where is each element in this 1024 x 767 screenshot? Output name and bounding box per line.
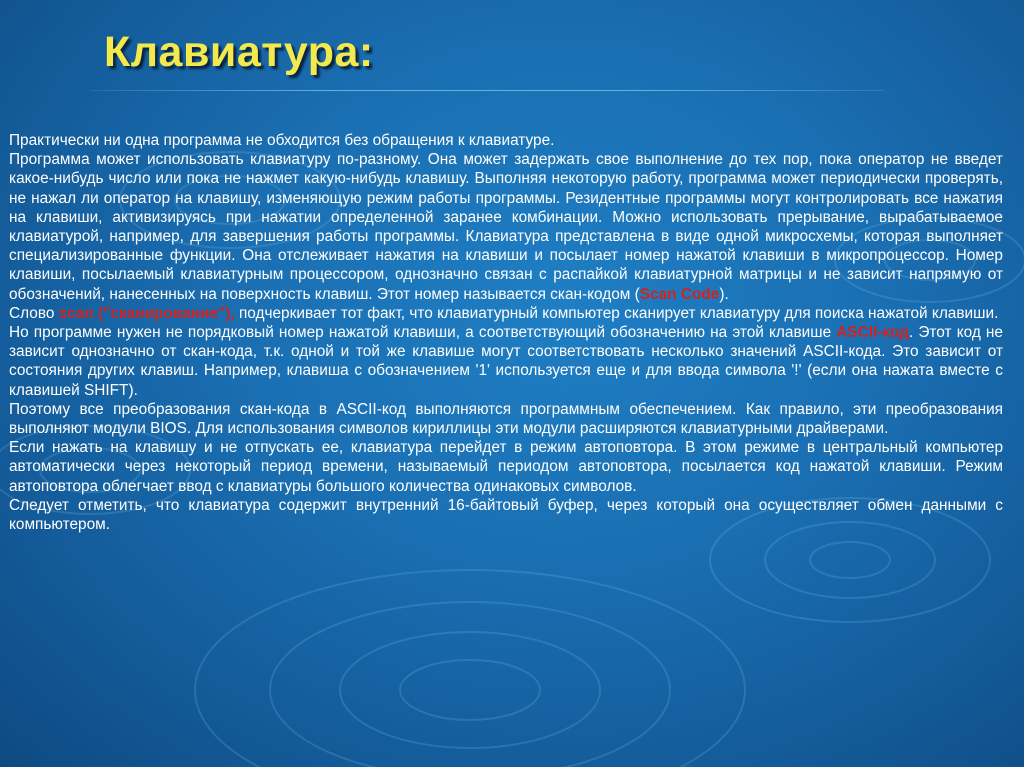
paragraph-ascii-code-rest: . Этот код не зависит однозначно от скан-кода, т.к. одной и той же клавише могут соответствовать несколько значений ASCII-кода. Это зависит от состояния других клавиш. Например, клавиша с обозначением '1' используется еще и для ввода символа '!' (если она нажата вместе с клавишей SHIFT). — [9, 324, 1003, 399]
paragraph-buffer — [9, 496, 1003, 534]
slide-body — [9, 131, 1003, 534]
paragraph-program-usage-end: ). — [719, 285, 729, 303]
paragraph-ascii-code — [9, 323, 1003, 400]
paragraph-bios-conversion-text: Поэтому все преобразования скан-кода в ASCII-код выполняются программным обеспечением. Как правило, эти преобразования выполняют модули BIOS. Для использования символов кириллицы эти модули расширяются клавиатурными драйверами. — [9, 400, 1003, 438]
paragraph-bios-conversion — [9, 400, 1003, 438]
title-divider — [90, 90, 884, 91]
paragraph-program-usage-text: Программа может использовать клавиатуру по-разному. Она может задержать свое выполнение до тех пор, пока оператор не введет какое-нибудь число или пока не нажмет какую-нибудь клавишу. Выполняя некоторую работу, программа может периодически проверять, не нажал ли оператор на клавишу, изменяющую режим работы программы. Резидентные программы могут контролировать все нажатия на клавиши, активизируясь при нажатии определенной заранее комбинации. Можно использовать прерывание, вырабатываемое клавиатурой, например, для завершения работы программы. Клавиатура представлена в виде одной микросхемы, которая выполняет специализированные функции. Она отслеживает нажатия на клавиши и посылает номер нажатой клавиши в микропроцессор. Номер клавиши, посылаемый клавиатурным процессором, однозначно связан с распайкой клавиатурной матрицы и не зависит напрямую от обозначений, нанесенных на поверхность клавиш. Этот номер называется скан-кодом ( — [9, 151, 1003, 303]
slide-title: Клавиатура: — [104, 28, 374, 76]
ascii-code-term: ASCII-код — [836, 324, 909, 342]
paragraph-autorepeat — [9, 438, 1003, 496]
scan-code-term: Scan Code — [639, 285, 720, 303]
paragraph-scan-word-start: Слово — [9, 304, 59, 322]
paragraph-buffer-text: Следует отметить, что клавиатура содержит внутренний 16-байтовый буфер, через который она осуществляет обмен данными с компьютером. — [9, 496, 1003, 534]
paragraph-intro — [9, 131, 1003, 150]
paragraph-program-usage — [9, 150, 1003, 304]
scan-term: scan ("сканирование"), — [58, 304, 235, 322]
paragraph-scan-word-rest: подчеркивает тот факт, что клавиатурный компьютер сканирует клавиатуру для поиска нажатой клавиши. — [234, 304, 999, 322]
paragraph-ascii-code-start: Но программе нужен не порядковый номер нажатой клавиши, а соответствующий обозначению на этой клавише — [9, 324, 837, 342]
paragraph-scan-word — [9, 304, 1003, 323]
paragraph-intro-text: Практически ни одна программа не обходится без обращения к клавиатуре. — [9, 132, 555, 149]
paragraph-autorepeat-text: Если нажать на клавишу и не отпускать ее, клавиатура перейдет в режим автоповтора. В этом режиме в центральный компьютер автоматически через некоторый период времени, называемый периодом автоповтора, посылается код нажатой клавиши. Режим автоповтора облегчает ввод с клавиатуры большого количества одинаковых символов. — [9, 439, 1003, 495]
